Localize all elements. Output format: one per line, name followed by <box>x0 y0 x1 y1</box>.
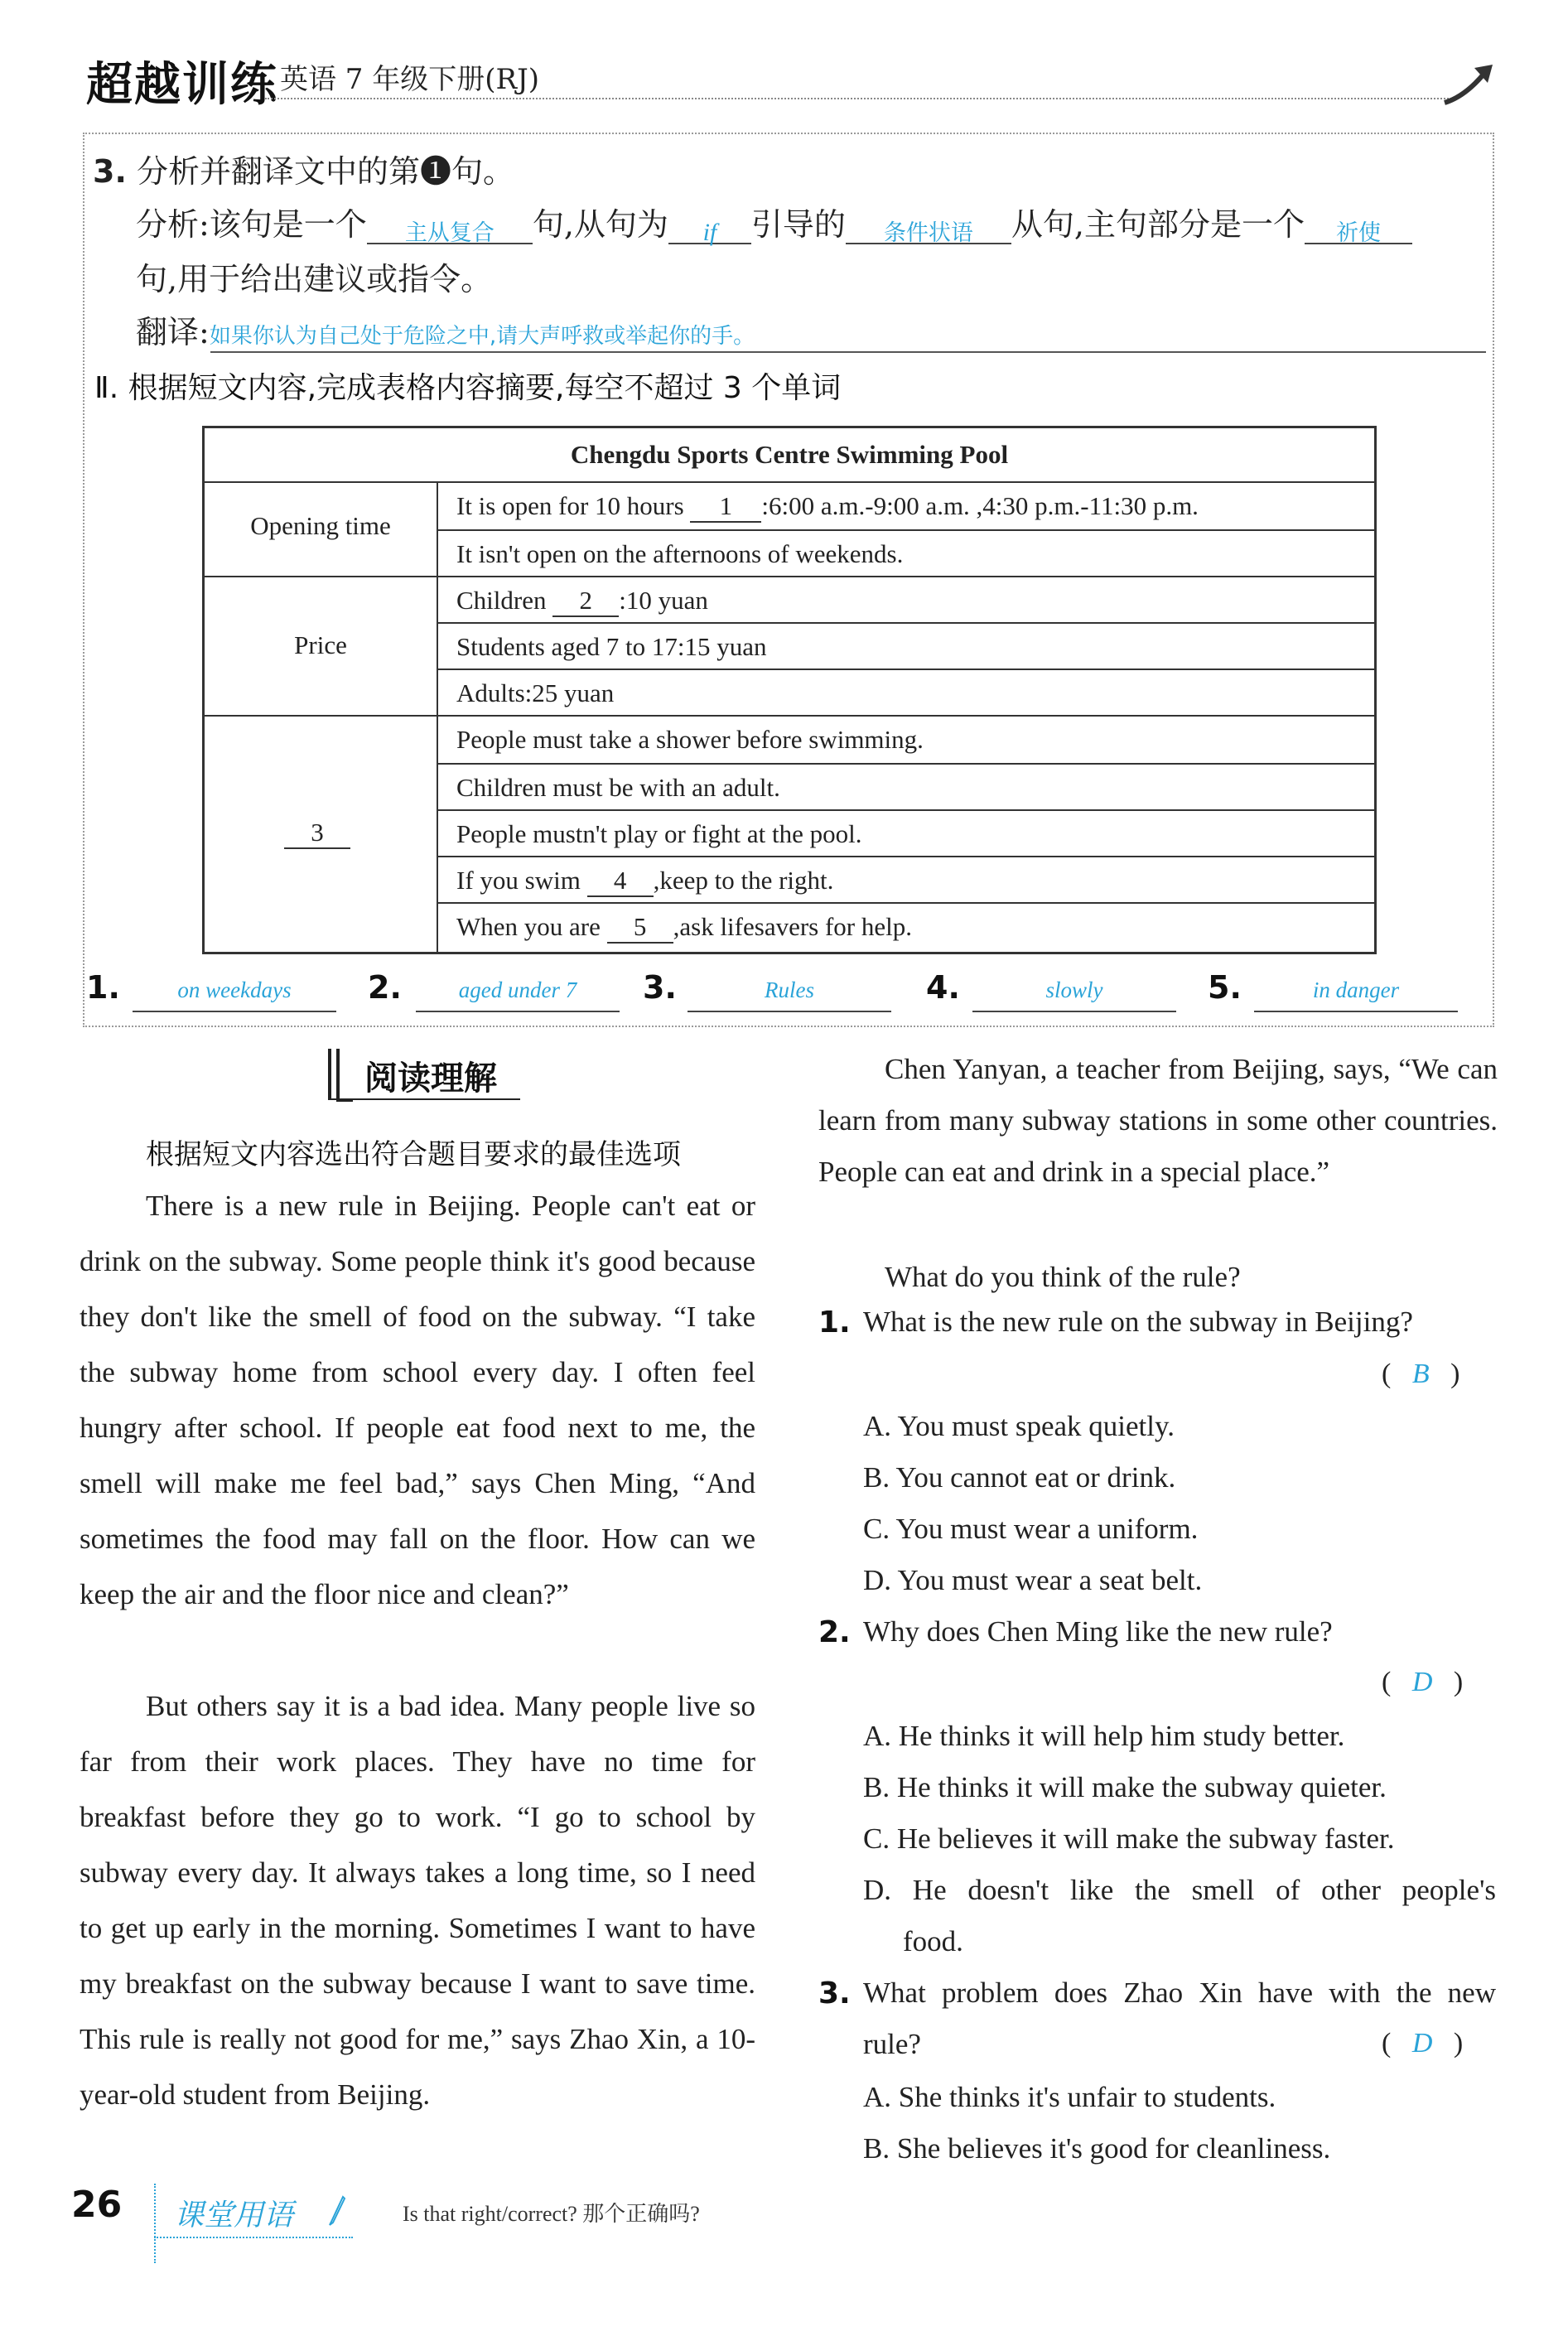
analysis-text: 引导的 <box>750 206 846 243</box>
question-1-option-b[interactable]: B. You cannot eat or drink. <box>863 1461 1176 1494</box>
passage-paragraph-2: But others say it is a bad idea. Many people live so far from their work places. They have no time for breakfast before they go to work. “I go to school by subway every day. It always takes a long time, so I need to get up early in the morning. Sometimes I want to have my breakfast on the subway because I want to save time. This rule is really not good for me,” says Zhao Xin, a 10-year-old student from Beijing. <box>80 1690 755 2111</box>
translation-underline <box>210 351 1486 353</box>
cell-text: ,ask lifesavers for help. <box>673 912 912 941</box>
answer-text: 主从复合 <box>404 220 495 246</box>
table-blank[interactable]: 5 <box>607 912 673 944</box>
answer-4-blank[interactable]: slowly <box>972 977 1176 1012</box>
rule-row-5 <box>456 912 912 944</box>
answer-1-number: 1. <box>86 969 120 1006</box>
section-bracket-icon <box>325 1045 355 1103</box>
question-2-number: 2. <box>818 1615 851 1649</box>
translation-answer: 如果你认为自己处于危险之中,请大声呼救或举起你的手。 <box>209 324 755 349</box>
answer-blank[interactable] <box>367 206 533 244</box>
question-1-option-a[interactable]: A. You must speak quietly. <box>863 1410 1175 1442</box>
question-1-number: 1. <box>818 1306 851 1339</box>
cell-text: It is open for 10 hours <box>456 491 684 520</box>
footer-vertical-divider <box>154 2184 156 2263</box>
analysis-line-1 <box>136 199 1412 244</box>
question-2-option-c[interactable]: C. He believes it will make the subway faster. <box>863 1822 1395 1855</box>
pool-summary-table <box>202 426 1377 954</box>
question-1-text: What is the new rule on the subway in Beijing? <box>863 1306 1413 1338</box>
question-2-option-a[interactable]: A. He thinks it will help him study better. <box>863 1720 1345 1752</box>
analysis-question <box>93 146 514 191</box>
cell-text: :10 yuan <box>619 586 708 615</box>
answer-3-number: 3. <box>643 969 677 1006</box>
header-divider <box>265 98 1458 99</box>
cell-text: When you are <box>456 912 601 941</box>
answer-2-blank[interactable]: aged under 7 <box>416 977 620 1012</box>
analysis-text: 从句,主句部分是一个 <box>1011 206 1305 243</box>
page-number: 26 <box>71 2184 123 2226</box>
section-2-title: Ⅱ. 根据短文内容,完成表格内容摘要,每空不超过 3 个单词 <box>94 371 842 405</box>
question-1-answer: B <box>1411 1359 1430 1389</box>
question-2-answer-slot[interactable]: ( D ) <box>1382 1667 1464 1697</box>
answer-5-blank[interactable]: in danger <box>1254 977 1458 1012</box>
footer-divider <box>154 2237 353 2238</box>
reading-instruction: 根据短文内容选出符合题目要求的最佳选项 <box>146 1138 681 1171</box>
question-1-option-c[interactable]: C. You must wear a uniform. <box>863 1513 1199 1545</box>
answer-blank[interactable] <box>1305 206 1412 244</box>
row-label-opening: Opening time <box>250 511 391 540</box>
question-2-option-d-cont: food. <box>903 1925 963 1957</box>
answer-1-blank[interactable]: on weekdays <box>133 977 336 1012</box>
question-2-option-b[interactable]: B. He thinks it will make the subway quieter. <box>863 1771 1387 1803</box>
question-2-answer: D <box>1411 1667 1433 1697</box>
translate-label: 翻译: <box>136 314 210 350</box>
reading-section-title: 阅读理解 <box>364 1059 497 1098</box>
row-label-price: Price <box>294 630 347 659</box>
rule-row-1: People must take a shower before swimming. <box>456 725 924 754</box>
table-blank[interactable]: 1 <box>690 491 761 523</box>
rule-row-4 <box>456 866 833 897</box>
answer-blank[interactable] <box>846 206 1011 244</box>
passage-paragraph-4: What do you think of the rule? <box>885 1261 1241 1293</box>
question-3-text-cont: rule? <box>863 2028 921 2060</box>
rule-row-2: Children must be with an adult. <box>456 773 780 802</box>
footer-label: 课堂用语 <box>174 2199 294 2232</box>
opening-row-1 <box>456 491 1199 523</box>
table-blank[interactable]: 2 <box>552 586 619 617</box>
question-3-number: 3. <box>818 1977 851 2010</box>
answer-text: 条件状语 <box>883 220 973 246</box>
question-number: 3. <box>93 153 127 190</box>
header-title: 超越训练 <box>86 58 278 112</box>
cell-text: If you swim <box>456 866 581 895</box>
passage-paragraph-3: Chen Yanyan, a teacher from Beijing, says, “We can learn from many subway stations in some other countries. People can eat and drink in a special place.” <box>818 1053 1498 1188</box>
cell-text: :6:00 a.m.-9:00 a.m. ,4:30 p.m.-11:30 p.m. <box>761 491 1199 520</box>
question-3-option-b[interactable]: B. She believes it's good for cleanliness. <box>863 2132 1331 2165</box>
header-subtitle: 英语 7 年级下册(RJ) <box>280 63 540 96</box>
cell-text: ,keep to the right. <box>653 866 834 895</box>
pen-icon <box>325 2194 350 2227</box>
question-1-answer-slot[interactable]: ( B ) <box>1382 1359 1460 1389</box>
answer-4-number: 4. <box>926 969 960 1006</box>
analysis-text: 句,从句为 <box>532 206 668 243</box>
price-row-3: Adults:25 yuan <box>456 678 615 707</box>
rule-row-3: People mustn't play or fight at the pool. <box>456 819 862 848</box>
answer-5-number: 5. <box>1208 969 1242 1006</box>
question-3-answer-slot[interactable]: ( D ) <box>1382 2028 1464 2059</box>
question-1-option-d[interactable]: D. You must wear a seat belt. <box>863 1564 1203 1596</box>
question-2-option-d[interactable]: D. He doesn't like the smell of other people's <box>863 1874 1496 1906</box>
table-blank[interactable]: 4 <box>587 866 654 897</box>
footer-phrase: Is that right/correct? 那个正确吗? <box>403 2202 700 2226</box>
passage-paragraph-1: There is a new rule in Beijing. People can't eat or drink on the subway. Some people think it's good because they don't like the smell of food on the subway. “I take the subway home from school every day. I often feel hungry after school. If people eat food next to me, the smell will make me feel bad,” says Chen Ming, “And sometimes the food may fall on the floor. How can we keep the air and the floor nice and clean?” <box>80 1190 755 1610</box>
analysis-line-2: 句,用于给出建议或指令。 <box>136 261 493 297</box>
row-label-rules-blank[interactable]: 3 <box>284 818 350 849</box>
price-row-2: Students aged 7 to 17:15 yuan <box>456 632 767 661</box>
answer-2-number: 2. <box>368 969 402 1006</box>
swoosh-arrow-icon <box>1441 60 1499 109</box>
translation-line <box>136 307 755 352</box>
question-3-option-a[interactable]: A. She thinks it's unfair to students. <box>863 2081 1276 2113</box>
table-title: Chengdu Sports Centre Swimming Pool <box>570 440 1009 469</box>
section-title-underline <box>331 1098 520 1100</box>
answer-blank[interactable] <box>668 206 751 244</box>
answer-3-blank[interactable]: Rules <box>688 977 891 1012</box>
opening-row-2: It isn't open on the afternoons of weekends. <box>456 539 904 568</box>
question-2-text: Why does Chen Ming like the new rule? <box>863 1615 1333 1648</box>
question-3-text: What problem does Zhao Xin have with the new <box>863 1977 1496 2009</box>
answer-text: if <box>702 219 717 246</box>
cell-text: Children <box>456 586 547 615</box>
analysis-text: 分析:该句是一个 <box>136 206 367 243</box>
question-prompt: 分析并翻译文中的第❶句。 <box>136 153 514 190</box>
answer-text: 祈使 <box>1336 220 1382 246</box>
price-row-1 <box>456 586 708 617</box>
question-3-answer: D <box>1411 2028 1433 2059</box>
